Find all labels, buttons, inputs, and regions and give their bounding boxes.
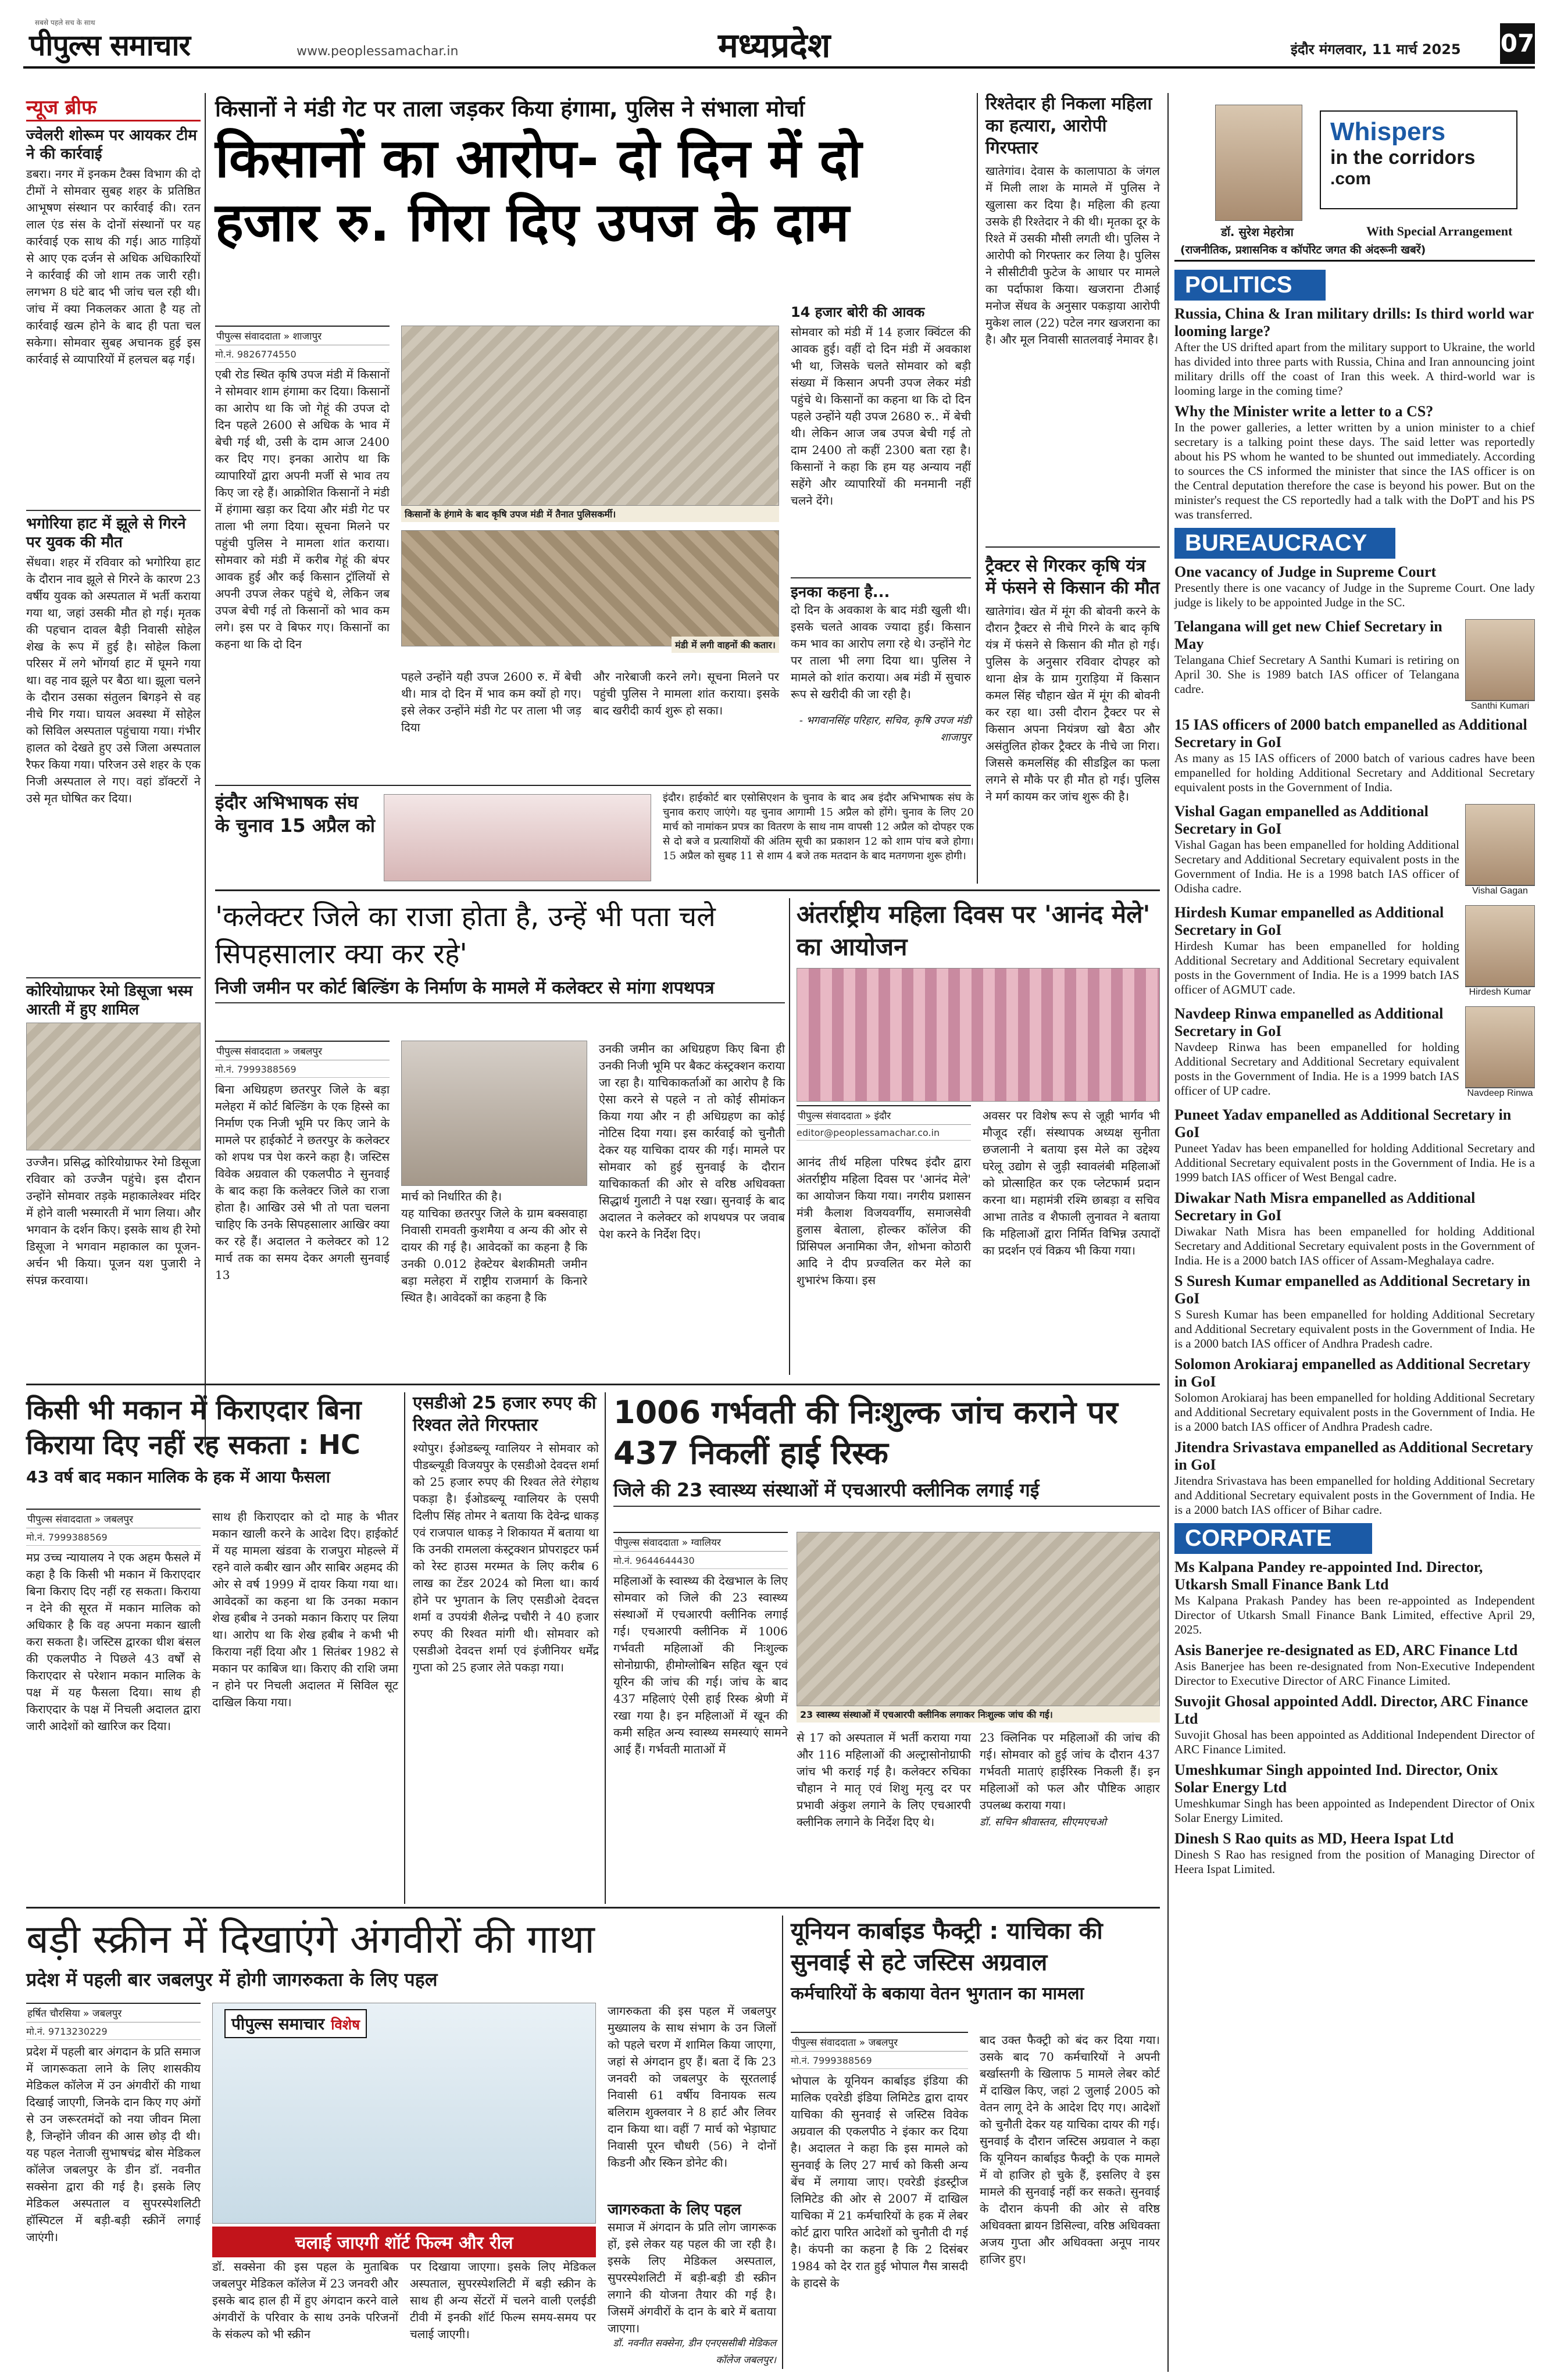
organ-donor-story bbox=[26, 1916, 776, 2369]
whispers-logo-line1: Whispers bbox=[1330, 117, 1446, 146]
bureaucracy-headline: Solomon Arokiaraj empanelled as Additional Secretary in GoI bbox=[1174, 1356, 1531, 1390]
bureaucracy-text: Telangana Chief Secretary A Santhi Kumari is retiring on April 30. She is 1989 batch IAS officer of Telangana cadre. bbox=[1174, 653, 1459, 696]
bureaucracy-item bbox=[1174, 1356, 1535, 1434]
corporate-section bbox=[1174, 1523, 1535, 1877]
special-arrangement: With Special Arrangement bbox=[1366, 224, 1513, 238]
womens-body: आनंद तीर्थ महिला परिषद इंदौर द्वारा अंतर्राष्ट्रीय महिला दिवस पर 'आनंद मेले' का आयोजन किया गया। नगरीय प्रशासन मंत्री कैलाश विजयवर्गीय, समाजसेवी हुलास बेताला, होल्कर कॉलेज की प्रिंसिपल अनामिका जैन, शोभना कोठारी आदि ने दीप प्रज्वलित कर मेले का शुभारंभ किया। इस bbox=[797, 1155, 971, 1287]
politics-section bbox=[1174, 270, 1535, 522]
clinic-photo bbox=[797, 1532, 1160, 1706]
carbide-body: भोपाल के यूनियन कार्बाइड इंडिया की मालिक एवरेडी इंडिया लिमिटेड द्वारा दायर याचिका की सुनवाई से जस्टिस विवेक अग्रवाल की एकलपीठ ने इंकार कर दिया है। अदालत ने कहा कि इस मामले को सुनवाई के लिए 27 मार्च को किसी अन्य बेंच में लगाया जाए। एवरेडी इंडस्ट्रीज लिमिटेड की ओर से 2007 में दाखिल याचिका में 21 कर्मचारियों के हक में लेबर कोर्ट द्वारा पारित आदेशों को चुनौती दी गई है। कंपनी का कहना है कि 2 दिसंबर 1984 को देर रात हुई भोपाल गैस त्रासदी के हादसे के bbox=[791, 2074, 968, 2290]
brief-body: डबरा। नगर में इनकम टैक्स विभाग की दो टीमों ने सोमवार सुबह शहर के प्रतिष्ठित आभूषण संस्थान पर कार्रवाई की। रतन लाल एंड संस के दोनों संस्थानों पर यह कार्रवाई एक साथ की गई। आठ गाड़ियों से आए एक दर्जन से अधिक अधिकारियों ने कार्रवाई की जो शाम तक जारी रही। लगभग 8 घंटे बाद भी जांच चल रही थी। जांच में क्या निकलकर आता है यह तो कार्रवाई खत्म होने के बाद ही पता चल सकेगा। सोमवार सुबह अचानक हुई इस कार्रवाई से व्यापारियों में हलचल बढ़ गई। bbox=[26, 167, 201, 366]
lead-kicker: किसानों ने मंडी गेट पर ताला जड़कर किया हंगामा, पुलिस ने संभाला मोर्चा bbox=[215, 96, 805, 121]
tenant-subheadline: 43 वर्ष बाद मकान मालिक के हक में आया फैसला bbox=[26, 1467, 330, 1486]
carbide-phone: मो.नं. 7999388569 bbox=[791, 2054, 968, 2069]
tractor-body: खातेगांव। खेत में मूंग की बोवनी करने के दौरान ट्रैक्टर से नीचे गिरने के बाद कृषि यंत्र में फंसने से किसान की मौत हो गई। पुलिस के अनुसार रविवार दोपहर को थाना क्षेत्र के ग्राम गुराड़िया में किसान कमल सिंह चौहान खेत में मूंग की बोवनी कर रहा था। उसी दौरान ट्रैक्टर पर से किसान अपना नियंत्रण खो बैठा और असंतुलित होकर ट्रैक्टर के नीचे जा गिरा। जिससे कमलसिंह की सीडड्रिल का फला लगने से मौके पर ही मौत हो गई। पुलिस ने मर्ग कायम कर जांच शुरू की है। bbox=[985, 604, 1160, 803]
mugshot-caption: Navdeep Rinwa bbox=[1465, 1088, 1535, 1099]
organ-body: प्रदेश में पहली बार अंगदान के प्रति समाज में जागरूकता लाने के लिए शासकीय मेडिकल कॉलेज में उन अंगवीरों की गाथा दिखाई जाएगी, जिनके दान किए गए अंगों से उन जरूरतमंदों को नया जीवन मिला है, जिन्होंने जीवन की आस छोड़ दी थी। यह पहल नेताजी सुभाषचंद्र बोस मेडिकल कॉलेज जबलपुर के डीन डॉ. नवनीत सक्सेना द्वारा की गई है। इसके लिए मेडिकल अस्पताल व सुपरस्पेशलिटी हॉस्पिटल में बड़ी-बड़ी स्क्रीनें लगाई जाएंगी। bbox=[26, 2045, 201, 2244]
photo-caption: मंडी में लगी वाहनों की कतार। bbox=[672, 637, 779, 653]
corporate-text: Suvojit Ghosal has been appointed as Additional Independent Director of ARC Finance Limited. bbox=[1174, 1728, 1535, 1756]
bureaucracy-text: Jitendra Srivastava has been empanelled for holding Additional Secretary and Additional Secretary equivalent posts in the Government of India. He is a 2000 batch IAS officer of Bihar cadre. bbox=[1174, 1474, 1535, 1517]
murder-title: रिश्तेदार ही निकला महिला का हत्यारा, आरोपी गिरफ्तार bbox=[985, 94, 1152, 158]
bureaucracy-headline: S Suresh Kumar empanelled as Additional Secretary in GoI bbox=[1174, 1273, 1530, 1307]
pregnancy-phone: मो.नं. 9644644430 bbox=[613, 1554, 788, 1569]
politics-item bbox=[1174, 403, 1535, 522]
tenant-story bbox=[26, 1392, 398, 1916]
collector-headline: 'कलेक्टर जिले का राजा होता है, उन्हें भी पता चले सिपहसालार क्या कर रहे' bbox=[215, 900, 716, 970]
bureaucracy-text: Solomon Arokiaraj has been empanelled for holding Additional Secretary and Additional Secretary equivalent posts in the Government of India. He is a 2000 batch IAS officer of Andhra Pradesh cadre. bbox=[1174, 1391, 1535, 1434]
pregnancy-subheadline: जिले की 23 स्वास्थ्य संस्थाओं में एचआरपी क्लीनिक लगाई गई bbox=[613, 1477, 1160, 1507]
politics-headline: Why the Minister write a letter to a CS? bbox=[1174, 403, 1434, 420]
bureaucracy-headline: Jitendra Srivastava empanelled as Additional Secretary in GoI bbox=[1174, 1439, 1534, 1473]
brief-title: भगोरिया हाट में झूले से गिरने पर युवक की मौत bbox=[26, 515, 186, 551]
lead-phone: मो.नं. 9826774550 bbox=[215, 348, 390, 363]
bar-election-story bbox=[215, 791, 974, 889]
photo-caption: किसानों के हंगामे के बाद कृषि उपज मंडी में तैनात पुलिसकर्मी। bbox=[401, 506, 779, 522]
organ-headline: बड़ी स्क्रीन में दिखाएंगे अंगवीरों की गाथा bbox=[26, 1917, 595, 1963]
whispers-logo-line3: .com bbox=[1330, 169, 1372, 188]
collector-col1 bbox=[215, 1041, 390, 1378]
lead-body: और नारेबाजी करने लगे। सूचना मिलने पर पहुंची पुलिस ने मामला शांत कराया। इसके बाद खरीदी कार्य शुरू हो सका। bbox=[593, 670, 779, 717]
court-building-photo bbox=[384, 794, 651, 881]
pregnancy-body: से 17 को अस्पताल में भर्ती कराया गया और 116 महिलाओं की अल्ट्रासोनोग्राफी जांच भी कराई गई है। कलेक्टर रुचिका चौहान ने मातृ एवं शिशु मृत्यु दर पर प्रभावी अंकुश लगाने के लिए एचआरपी क्लीनिक लगाने के निर्देश दिए थे। bbox=[797, 1731, 971, 1829]
politics-headline: Russia, China & Iran military drills: Is third world war looming large? bbox=[1174, 305, 1534, 340]
special-logo-name: पीपुल्स समाचार bbox=[231, 2014, 325, 2034]
womens-byline: पीपुल्स संवाददाता » इंदौर bbox=[797, 1105, 971, 1125]
lead-body: पहले उन्होंने यही उपज 2600 रु. में बेची थी। मात्र दो दिन में भाव कम क्यों हो गए। इसे लेकर उन्होंने मंडी गेट पर ताला भी जड़ दिया bbox=[401, 670, 581, 734]
collector-body: उनकी जमीन का अधिग्रहण किए बिना ही उनकी निजी भूमि पर बैकट कंस्ट्रक्शन कराया जा रहा है। याचिकाकर्ताओं का आरोप है कि ऐसा करने से पहले न तो कोई सीमांकन किया गया और न ही अधिग्रहण का कोई नोटिस दिया गया। इस कार्रवाई को चुनौती देकर यह याचिका दायर की गई। मामले पर सोमवार को हुई सुनवाई के दौरान याचिकाकर्ता की ओर से वरिष्ठ अधिवक्ता सिद्धार्थ गुलाटी ने पक्ष रखा। सुनवाई के बाद अदालत ने कलेक्टर को शपथपत्र पर जवाब पेश करने के निर्देश दिए। bbox=[599, 1042, 785, 1241]
bureaucracy-headline: Puneet Yadav empanelled as Additional Secretary in GoI bbox=[1174, 1106, 1512, 1141]
brief-body: सेंधवा। शहर में रविवार को भगोरिया हाट के दौरान नाव झूले से गिरने के कारण 23 वर्षीय युवक को अस्पताल में भर्ती कराया गया था, जहां उसकी मौत हो गई। मृतक की पहचान दावल बैड़ी निवासी सोहेल शेख के रूप में हुई है। सोहेल किला परिसर में लगे भोंगर्या हाट में घूमने गया था। वह नाव झूले पर बैठा था। झूला चलने के दौरान उसका संतुलन बिगड़ने से वह नीचे गिर गया। घायल अवस्था में सोहेल को सिविल अस्पताल पहुंचाया गया। गंभीर हालत को देखते हुए उसे जिला अस्पताल रैफर किया गया। परिजन उसे शहर के एक निजी अस्पताल ले गए। वहां डॉक्टरों ने उसे मृत घोषित कर दिया। bbox=[26, 555, 201, 805]
collector-subheadline: निजी जमीन पर कोर्ट बिल्डिंग के निर्माण के मामले में कलेक्टर से मांगा शपथपत्र bbox=[215, 975, 785, 1003]
mugshot bbox=[1465, 905, 1535, 987]
collector-body: यह याचिका छतरपुर जिले के ग्राम बक्सवाहा निवासी रामवती कुशमैया व अन्य की ओर से दायर की गई है। आवेदकों का कहना है कि उनकी 0.012 हेक्टेयर बेशकीमती जमीन बड़ा मलेहरा में राष्ट्रीय राजमार्ग के किनारे स्थित है। आवेदकों का कहना है कि bbox=[401, 1206, 587, 1305]
lead-body-col3 bbox=[593, 669, 779, 773]
brief-title: कोरियोग्राफर रेमो डिसूजा भस्म आरती में हुए शामिल bbox=[26, 982, 193, 1019]
collector-phone: मो.नं. 7999388569 bbox=[215, 1063, 390, 1078]
dateline: इंदौर मंगलवार, 11 मार्च 2025 bbox=[1291, 41, 1461, 58]
organ-byline: हर्षित चौरसिया » जबलपुर bbox=[26, 2003, 201, 2022]
news-brief-column bbox=[26, 93, 201, 1287]
carbide-body: बाद उक्त फैक्ट्री को बंद कर दिया गया। उसके बाद 70 कर्मचारियों ने अपनी बर्खास्तगी के खिलाफ 5 मामले लेबर कोर्ट में दाखिल किए, जहां 2 जुलाई 2005 को वेतन लागू देने के आदेश दिए गए। आदेशों को चुनौती देकर यह याचिका दायर की गई। सुनवाई के दौरान जस्टिस अग्रवाल ने कहा कि यूनियन कार्बाइड फैक्ट्री के एक मामले में वो हाजिर हो चुके हैं, इसलिए वे इस मामले की सुनवाई नहीं कर सकते। सुनवाई के दौरान कंपनी की ओर से वरिष्ठ अधिवक्ता ब्रायन डिसिल्वा, वरिष्ठ अधिवक्ता अजय गुप्ता और अधिवक्ता अनूप नायर हाजिर हुए। bbox=[980, 2033, 1160, 2266]
womens-day-story bbox=[797, 898, 1160, 1381]
cmho-quote bbox=[980, 1729, 1160, 1898]
quote-signature: - भगवानसिंह परिहार, सचिव, कृषि उपज मंडी शाजापुर bbox=[799, 714, 971, 744]
special-logo bbox=[224, 2009, 367, 2038]
politics-text: In the power galleries, a letter written by a union minister to a chief secretary is a talking point these days. The said letter was reportedly about his PS whom he wanted to be shunted out immediately. According to sources the CS informed the minister that since the IAS officer is on the Central deputation therefore the case is beyond his power. But on the minister's request the CS reportedly had a talk with the DoPT and his PS was transferred. bbox=[1174, 420, 1535, 521]
vehicles-photo bbox=[401, 530, 779, 646]
womens-body: अवसर पर विशेष रूप से जूही भार्गव भी मौजूद रहीं। संस्थापक अध्यक्ष सुनीता छजलानी ने बताया इस मेले का उद्देश्य घरेलू उद्योग से जुड़ी स्वावलंबी महिलाओं को प्रोत्साहित कर एक प्लेटफार्म प्रदान करना था। महामंत्री रश्मि छाबड़ा व सचिव आभा तातेड व शैफाली लुनावत ने बताया कि महिलाओं द्वारा निर्मित विभिन्न उत्पादों का प्रदर्शन एवं विक्रय भी किया गया। bbox=[983, 1109, 1160, 1257]
side-title: 14 हजार बोरी की आवक bbox=[791, 304, 925, 320]
whispers-header bbox=[1174, 93, 1535, 262]
carbide-byline: पीपुल्स संवाददाता » जबलपुर bbox=[791, 2032, 968, 2052]
union-carbide-story bbox=[791, 1916, 1160, 2369]
bureaucracy-text: As many as 15 IAS officers of 2000 batch of various cadres have been empanelled for holding Additional Secretary and Additional Secretary equivalent posts in the Government of India. bbox=[1174, 751, 1535, 794]
corporate-headline: Suvojit Ghosal appointed Addl. Director, ARC Finance Ltd bbox=[1174, 1693, 1529, 1727]
cmho-quote-body: 23 क्लिनिक पर महिलाओं की जांच की गई। सोमवार को हुई जांच के दौरान 437 गर्भवती माताएं हाईरिस्क निकली हैं। इन महिलाओं को फल और पौष्टिक आहार उपलब्ध कराया गया। bbox=[980, 1731, 1160, 1812]
organ-phone: मो.नं. 9713230229 bbox=[26, 2025, 201, 2040]
cmho-signature: डॉ. सचिन श्रीवास्तव, सीएमएचओ bbox=[980, 1816, 1106, 1828]
brief-body: उज्जैन। प्रसिद्ध कोरियोग्राफर रेमो डिसूजा रविवार को उज्जैन पहुंचे। इस दौरान उन्होंने सोमवार तड़के महाकालेश्वर मंदिर में होने वाली भस्मारती में भाग लिया। और भगवान के दर्शन किए। इसके साथ ही रेमो डिसूजा ने भगवान महाकाल का पूजन-अर्चन भी किया। पूजन यश पुजारी ने संपन्न करवाया। bbox=[26, 1155, 201, 1287]
bureaucracy-headline: Navdeep Rinwa empanelled as Additional Secretary in GoI bbox=[1174, 1005, 1444, 1039]
organ-signature: डॉ. नवनीत सक्सेना, डीन एनएससीबी मेडिकल कॉलेज जबलपुर। bbox=[613, 2338, 776, 2366]
corporate-item bbox=[1174, 1830, 1535, 1877]
police-photo bbox=[401, 326, 779, 506]
special-logo-tag: विशेष bbox=[331, 2017, 360, 2033]
pregnancy-headline: 1006 गर्भवती की निःशुल्क जांच कराने पर 437 निकलीं हाई रिस्क bbox=[613, 1394, 1118, 1471]
sdo-title: एसडीओ 25 हजार रुपए की रिश्वत लेते गिरफ्तार bbox=[413, 1393, 597, 1435]
collector-byline: पीपुल्स संवाददाता » जबलपुर bbox=[215, 1041, 390, 1060]
politics-item bbox=[1174, 305, 1535, 398]
organ-box-col2: पर दिखाया जाएगा। इसके लिए मेडिकल अस्पताल, सुपरस्पेशलिटी में बड़ी स्क्रीन के साथ ही अन्य सेंटरों में चलने वाली एलईडी टीवी में इनकी शॉर्ट फिल्म समय-समय पर चलाई जाएगी। bbox=[410, 2260, 596, 2341]
page-number: 07 bbox=[1500, 23, 1535, 64]
bureaucracy-headline: Diwakar Nath Misra empanelled as Additional Secretary in GoI bbox=[1174, 1189, 1476, 1224]
mugshot bbox=[1465, 619, 1535, 701]
lead-byline: पीपुल्स संवाददाता » शाजापुर bbox=[215, 326, 390, 345]
corporate-text: Ms Kalpana Prakash Pandey has been re-appointed as Independent Director of Utkarsh Small Finance Bank Limited, effective April 29, 2025. bbox=[1174, 1593, 1535, 1636]
organ-subheadline: प्रदेश में पहली बार जबलपुर में होगी जागरुकता के लिए पहल bbox=[26, 1968, 438, 1991]
organ-box-col1: डॉ. सक्सेना की इस पहल के मुताबिक जबलपुर मेडिकल कॉलेज में 23 जनवरी और इसके बाद हाल ही में हुए अंगदान करने वाले अंगवीरों के परिवार के साथ उनके परिजनों के संकल्प को भी स्क्रीन bbox=[212, 2260, 398, 2341]
bureaucracy-item bbox=[1174, 563, 1535, 610]
collector-col2 bbox=[401, 1041, 587, 1378]
corporate-headline: Ms Kalpana Pandey re-appointed Ind. Director, Utkarsh Small Finance Bank Ltd bbox=[1174, 1559, 1483, 1593]
carbide-headline: यूनियन कार्बाइड फैक्ट्री : याचिका की सुनवाई से हटे जस्टिस अग्रवाल bbox=[791, 1918, 1103, 1976]
whispers-logo bbox=[1320, 110, 1517, 209]
bar-body: इंदौर। हाईकोर्ट बार एसोसिएशन के चुनाव के बाद अब इंदौर अभिभाषक संघ के चुनाव कराए जाएंगे। यह चुनाव आगामी 15 अप्रैल को होंगे। चुनाव के लिए 20 मार्च को नामांकन प्रपत्र का वितरण के साथ नाम वापसी 12 अप्रैल को दोपहर एक से दो बजे व प्रत्याशियों की अंतिम सूची का प्रकाशन 12 को शाम पांच बजे होगा। 15 अप्रैल को सुबह 11 से शाम 4 बजे तक मतदान के बाद मतगणना शुरू होगी। bbox=[663, 792, 974, 862]
masthead bbox=[23, 17, 1535, 69]
corporate-item bbox=[1174, 1642, 1535, 1688]
corporate-headline: Dinesh S Rao quits as MD, Heera Ispat Ltd bbox=[1174, 1830, 1454, 1847]
bureaucracy-label: BUREAUCRACY bbox=[1174, 528, 1395, 559]
court-building-photo bbox=[401, 1041, 587, 1186]
tenant-body: साथ ही किराएदार को दो माह के भीतर मकान खाली करने के आदेश दिए। हाईकोर्ट में यह मामला खंडवा के राजपुरा मोहल्ले में रहने वाले कबीर खान और साबिर अहमद की ओर से वर्ष 1999 में दायर किया गया था। आवेदकों का कहना था कि उनका मकान शेख हबीब ने उनको मकान किराए पर लिया था। आरोप था कि शेख हबीब ने कभी भी किराया नहीं दिया और 1 सितंबर 1982 से मकान पर काबिज था। किराए की राशि जमा न होने पर निचली अदालत में सिविल सूट दाखिल किया गया। bbox=[212, 1510, 398, 1709]
pregnancy-story bbox=[613, 1392, 1160, 1904]
sdo-story bbox=[413, 1392, 599, 1904]
organ-banner: चलाई जाएगी शॉर्ट फिल्म और रील bbox=[212, 2227, 596, 2257]
tractor-story bbox=[985, 555, 1160, 892]
brief-title: ज्वेलरी शोरूम पर आयकर टीम ने की कार्रवाई bbox=[26, 127, 197, 163]
whispers-column bbox=[1174, 93, 1535, 2369]
corporate-text: Asis Banerjee has been re-designated from Non-Executive Independent Director to Executive Director of ARC Finance Limited. bbox=[1174, 1659, 1535, 1688]
sdo-body: श्योपुर। ईओडब्ल्यू ग्वालियर ने सोमवार को पीडब्ल्यूडी विजयपुर के एसडीओ देवदत्त शर्मा को 25 हजार रुपए की रिश्वत लेते रंगेहाथ पकड़ा है। ईओडब्ल्यू ग्वालियर के एसपी दिलीप सिंह तोमर ने बताया कि देवेन्द्र धाकड़ एवं राजपाल धाकड़ ने शिकायत में बताया था कि उनकी रामलला कंस्ट्रक्शन प्रोपराइटर फर्म को रेस्ट हाउस मरम्मत के लिए करीब 6 लाख का टेंडर 2024 को मिला था। कार्य होने पर भुगतान के लिए एसडीओ देवदत्त शर्मा व उपयंत्री शैलेन्द्र पचौरी ने 40 हजार रुपए की रिश्वत मांगी थी। सोमवार को एसडीओ देवदत्त शर्मा एवं इंजीनियर धर्मेंद्र गुप्ता को 25 हजार लेते पकड़ा गया। bbox=[413, 1441, 599, 1674]
quote-body: दो दिन के अवकाश के बाद मंडी खुली थी। इसके चलते आवक ज्यादा हुई। किसान कम भाव का आरोप लगा रहे थे। उन्होंने गेट पर ताला भी लगा दिया था। पुलिस ने मामले को शांत कराया। अब मंडी में सुचारु रूप से खरीदी की जा रही है। bbox=[791, 603, 971, 701]
corporate-headline: Umeshkumar Singh appointed Ind. Director, Onix Solar Energy Ltd bbox=[1174, 1761, 1498, 1796]
corporate-item bbox=[1174, 1559, 1535, 1637]
columnist-photo bbox=[1215, 105, 1302, 221]
tenant-body: मप्र उच्च न्यायालय ने एक अहम फैसले में कहा है कि किसी भी मकान में किराएदार बिना किराए दिए नहीं रह सकता। किराया न देने की सूरत में मकान मालिक को अधिकार है कि वह अपना मकान खाली करा सकता है। जस्टिस द्वारका धीश बंसल की एकलपीठ ने पिछले 43 वर्षों से किराएदार से परेशान मकान मालिक के पक्ष में यह फैसला दिया। साथ ही किराएदार के पक्ष में निचली अदालत द्वारा जारी आदेशों को खारिज कर दिया। bbox=[26, 1550, 201, 1733]
bureaucracy-item bbox=[1174, 1189, 1535, 1268]
murder-story bbox=[985, 93, 1160, 564]
brief-photo bbox=[26, 1023, 201, 1150]
collector-photo-caption: मार्च को निर्धारित की है। bbox=[401, 1189, 502, 1203]
womens-email[interactable]: editor@peoplessamachar.co.in bbox=[797, 1127, 971, 1141]
organ-body: समाज में अंगदान के प्रति लोग जागरूक हों, इसे लेकर यह पहल की जा रही है। इसके लिए मेडिकल अस्पताल, सुपरस्पेशलिटी में बड़ी-बड़ी डी स्क्रीन लगाने की योजना तैयार की गई है। जिसमें अंगवीरों के दान के बारे में बताया जाएगा। bbox=[608, 2220, 776, 2335]
womens-headline: अंतर्राष्ट्रीय महिला दिवस पर 'आनंद मेले' का आयोजन bbox=[797, 900, 1151, 961]
bureaucracy-item bbox=[1174, 1000, 1535, 1102]
lead-body-col1 bbox=[215, 326, 390, 703]
brief-item-1 bbox=[26, 126, 201, 503]
bureaucracy-item bbox=[1174, 899, 1535, 1000]
organ-subhead: जागरुकता के लिए पहल bbox=[608, 2201, 741, 2218]
website-url[interactable]: www.peoplessamachar.in bbox=[297, 44, 459, 59]
lead-headline: किसानों का आरोप- दो दिन में दो हजार रु. गिरा दिए उपज के दाम bbox=[215, 127, 862, 253]
mugshot-caption: Hirdesh Kumar bbox=[1465, 987, 1535, 998]
politics-text: After the US drifted apart from the military support to Ukraine, the world has divided into three parts with Russia, China and Iran announcing joint military drills off the coast of Iran this week. A third-world war is looming large in the coming time? bbox=[1174, 340, 1535, 398]
collector-body: बिना अधिग्रहण छतरपुर जिले के बड़ा मलेहरा में कोर्ट बिल्डिंग के एक हिस्से का निर्माण एक निजी भूमि पर किए जाने के मामले पर हाईकोर्ट ने छतरपुर के कलेक्टर को शपथ पत्र पेश करने कहा है। जस्टिस विवेक अग्रवाल की एकलपीठ ने सुनवाई के बाद कहा कि कलेक्टर जिले का राजा होता है। आखिर उसे भी तो पता चलना चाहिए कि उनके सिपहसालार आखिर क्या कर रहे हैं। अदालत ने कलेक्टर को 12 मार्च तक का समय देकर अगली सुनवाई 13 bbox=[215, 1082, 390, 1282]
corporate-text: Umeshkumar Singh has been appointed as Independent Director of Onix Solar Energy Limited. bbox=[1174, 1796, 1535, 1825]
bureaucracy-text: Diwakar Nath Misra has been empanelled for holding Additional Secretary and Additional Secretary equivalent posts in the Government of India. He is a 2000 batch IAS officer of Assam-Meghalaya cadre. bbox=[1174, 1224, 1535, 1267]
bureaucracy-headline: Hirdesh Kumar empanelled as Additional Secretary in GoI bbox=[1174, 904, 1444, 938]
bureaucracy-item bbox=[1174, 613, 1535, 712]
collector-col3 bbox=[599, 1041, 785, 1378]
bureaucracy-headline: 15 IAS officers of 2000 batch empanelled as Additional Secretary in GoI bbox=[1174, 716, 1527, 751]
bureaucracy-section bbox=[1174, 528, 1535, 1517]
corporate-headline: Asis Banerjee re-designated as ED, ARC Finance Ltd bbox=[1174, 1642, 1518, 1659]
bureaucracy-item bbox=[1174, 1106, 1535, 1185]
pregnancy-body: महिलाओं के स्वास्थ्य की देखभाल के लिए सोमवार को जिले की 23 स्वास्थ्य संस्थाओं में एचआरपी क्लीनिक लगाई गई। एचआरपी क्लीनिक में 1006 गर्भवती महिलाओं की निःशुल्क सोनोग्राफी, हीमोग्लोबिन सहित खून एवं यूरिन की जांच की गई। जांच के बाद 437 महिलाएं ऐसी हाई रिस्क श्रेणी में रखा गया है। इन महिलाओं में खून की कमी सहित अन्य स्वास्थ्य समस्याएं सामने आई हैं। गर्भवती माताओं में bbox=[613, 1574, 788, 1756]
politics-label: POLITICS bbox=[1174, 270, 1326, 301]
mugshot bbox=[1465, 804, 1535, 885]
murder-body: खातेगांव। देवास के कालापाठा के जंगल में मिली लाश के मामले में पुलिस ने खुलासा कर दिया है। महिला की हत्या उसके ही रिश्तेदार ने की थी। मृतका दूर के रिश्ते में उसकी मौसी लगती थी। पुलिस ने आरोपी को गिरफ्तार कर लिया है। पुलिस ने सीसीटीवी फुटेज के आधार पर मामले का पर्दाफाश किया। खजराना टीआई मनोज सेंधव के अनुसार पकड़ाया आरोपी मुकेश लाल (22) पटेल नगर खजराना का है। और मूल निवासी सातलवाई नेमावर है। bbox=[985, 164, 1160, 346]
bureaucracy-item bbox=[1174, 1439, 1535, 1517]
carbide-subheadline: कर्मचारियों के बकाया वेतन भुगतान का मामला bbox=[791, 1984, 1084, 2004]
tenant-byline: पीपुल्स संवाददाता » जबलपुर bbox=[26, 1509, 201, 1528]
mugshot bbox=[1465, 1006, 1535, 1088]
lead-body: एबी रोड स्थित कृषि उपज मंडी में किसानों ने सोमवार शाम हंगामा कर दिया। किसानों का आरोप था कि जो गेहूं की उपज दो दिन पहले 2600 से अधिक के भाव में बेची गई थी, उसी के दाम आज 2400 कर दिए गए। इनका आरोप था कि व्यापारियों द्वारा अपनी मर्जी से भाव तय किए जा रहे हैं। आक्रोशित किसानों ने मंडी में हंगामा खड़ा कर दिया और मंडी गेट पर ताला भी लगा दिया। सूचना मिलने पर पहुंची पुलिस ने मामला शांत कराया। सोमवार को मंडी में करीब गेहूं की बंपर आवक हुई और कई किसान ट्रॉलियों से अपनी उपज लेकर पहुंचे थे, लेकिन जब उपज बेची गई तो किसानों को भाव कम लगे। इस पर वे बिफर गए। किसानों का कहना था कि दो दिन bbox=[215, 367, 390, 651]
news-brief-label: न्यूज ब्रीफ bbox=[26, 93, 201, 121]
bureaucracy-text: Puneet Yadav has been empanelled for holding Additional Secretary and Additional Secretary equivalent posts in the Government of India. He is a 1999 batch IAS officer of West Bengal cadre. bbox=[1174, 1141, 1535, 1184]
bureaucracy-item bbox=[1174, 716, 1535, 795]
bureaucracy-text: Navdeep Rinwa has been empanelled for holding Additional Secretary and Additional Secretary equivalent posts in the Government of India. He is a 1999 batch IAS officer of UP cadre. bbox=[1174, 1040, 1459, 1098]
organ-illustration bbox=[212, 2003, 596, 2224]
clinic-photo-caption: 23 स्वास्थ्य संस्थाओं में एचआरपी क्लीनिक लगाकर निःशुल्क जांच की गई। bbox=[797, 1706, 1160, 1723]
corporate-item bbox=[1174, 1693, 1535, 1757]
bureaucracy-headline: One vacancy of Judge in Supreme Court bbox=[1174, 563, 1437, 580]
tractor-title: ट्रैक्टर से गिरकर कृषि यंत्र में फंसने से किसान की मौत bbox=[985, 556, 1160, 598]
bureaucracy-text: Presently there is one vacancy of Judge in the Supreme Court. One lady judge is likely to be appointed Judge in the SC. bbox=[1174, 581, 1535, 609]
lead-side-column bbox=[791, 302, 971, 779]
brief-item-2 bbox=[26, 510, 201, 973]
pregnancy-byline: पीपुल्स संवाददाता » ग्वालियर bbox=[613, 1532, 788, 1552]
bureaucracy-text: Vishal Gagan has been empanelled for holding Additional Secretary and Additional Secretary equivalent posts in the Government of India. He is a 1998 batch IAS officer of Odisha cadre. bbox=[1174, 838, 1459, 895]
bureaucracy-text: S Suresh Kumar has been empanelled for holding Additional Secretary and Additional Secretary equivalent posts in the Government of India. He is a 2000 batch IAS officer of Andhra Pradesh cadre. bbox=[1174, 1307, 1535, 1350]
organ-body: जागरुकता की इस पहल में जबलपुर मुख्यालय के साथ संभाग के उन जिलों को पहले चरण में शामिल किया जाएगा, जहां से अंगदान हुए हैं। बता दें कि 23 जनवरी को जबलपुर के सूरतलाई निवासी 61 वर्षीय विनायक सत्य बलिराम शुक्लवार ने 8 हार्ट और लिवर दान किया था। वहीं 7 मार्च को भेड़ाघाट निवासी पूरन चौधरी (56) ने दोनों किडनी और स्किन डोनेट की। bbox=[608, 2004, 776, 2170]
bureaucracy-headline: Vishal Gagan empanelled as Additional Secretary in GoI bbox=[1174, 803, 1429, 837]
tenant-headline: किसी भी मकान में किराएदार बिना किराया दिए नहीं रह सकता : HC bbox=[26, 1394, 362, 1460]
corporate-item bbox=[1174, 1761, 1535, 1825]
side-body: सोमवार को मंडी में 14 हजार क्विंटल की आवक हुई। वहीं दो दिन मंडी में अवकाश भी था, जिसके चलते सोमवार को बड़ी संख्या में किसान अपनी उपज लेकर मंडी पहुंचे थे। किसानों का कहना था कि दो दिन पहले उन्होंने यही उपज 2680 रु.. में बेची थी। लेकिन आज जब उपज बेची गई तो दाम 2400 तो कहीं 2300 बता रहा है। किसानों ने कहा कि हम यह अन्याय नहीं सहेंगे और व्यापारियों की मनमानी नहीं चलने देंगे। bbox=[791, 325, 971, 508]
tenant-phone: मो.नं. 7999388569 bbox=[26, 1531, 201, 1546]
bar-title: इंदौर अभिभाषक संघ के चुनाव 15 अप्रैल को bbox=[215, 791, 376, 837]
mugshot-caption: Vishal Gagan bbox=[1465, 885, 1535, 896]
womens-photo bbox=[797, 968, 1160, 1102]
newspaper-logo: पीपुल्स समाचार bbox=[29, 28, 190, 62]
bureaucracy-item bbox=[1174, 1273, 1535, 1351]
lead-body-col2 bbox=[401, 669, 581, 773]
brief-item-3 bbox=[26, 977, 201, 1346]
bureaucracy-headline: Telangana will get new Chief Secretary in May bbox=[1174, 618, 1442, 652]
corporate-label: CORPORATE bbox=[1174, 1523, 1372, 1554]
columnist-name: डॉ. सुरेश मेहरोत्रा bbox=[1221, 225, 1294, 239]
lead-photo-1 bbox=[401, 326, 779, 657]
section-title: मध्यप्रदेश bbox=[718, 26, 831, 65]
bureaucracy-item bbox=[1174, 798, 1535, 899]
bureaucracy-text: Hirdesh Kumar has been empanelled for holding Additional Secretary and Additional Secretary equivalent posts in the Government of India. He is a 1999 batch IAS officer of AGMUT cade. bbox=[1174, 939, 1459, 996]
quote-title: इनका कहना है... bbox=[791, 577, 971, 602]
corporate-text: Dinesh S Rao has resigned from the position of Managing Director of Heera Ispat Limited. bbox=[1174, 1847, 1535, 1876]
whispers-logo-line2: in the corridors bbox=[1330, 146, 1476, 169]
masthead-tagline: सबसे पहले सच के साथ bbox=[35, 19, 95, 27]
mugshot-caption: Santhi Kumari bbox=[1465, 701, 1535, 712]
whispers-tagline: (राजनीतिक, प्रशासनिक व कॉर्पोरेट जगत की अंदरूनी खबरें) bbox=[1180, 244, 1426, 256]
